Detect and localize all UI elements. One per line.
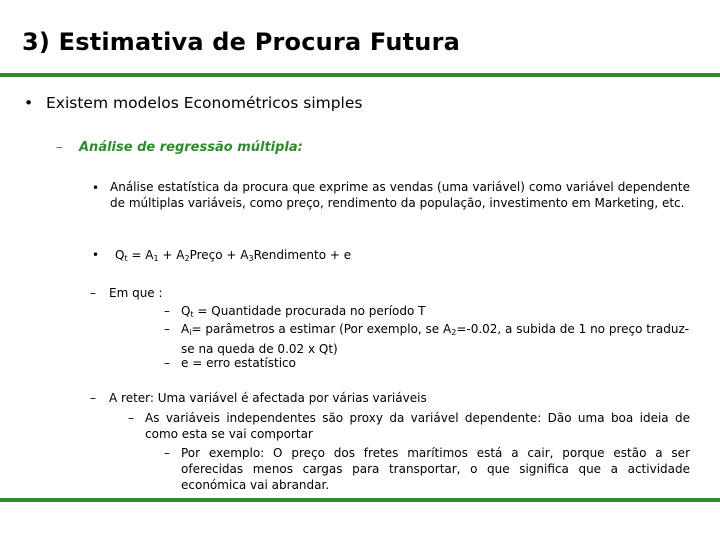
reter-sub2-dash: – — [164, 446, 170, 460]
reter: A reter: Uma variável é afectada por várias variáveis — [109, 391, 427, 405]
em-que: Em que : — [109, 286, 163, 300]
para1-bullet: • — [92, 181, 100, 195]
bullet-marker: • — [24, 94, 34, 112]
def3: e = erro estatístico — [181, 356, 296, 370]
reter-sub2: Por exemplo: O preço dos fretes marítimos está a cair, porque estão a ser oferecidas menos cargas para transportar, o que significa que a actividade económica vai abrandar. — [181, 446, 690, 492]
def2-dash: – — [164, 322, 170, 336]
def3-dash: – — [164, 356, 170, 370]
def1-dash: – — [164, 304, 170, 318]
formula-bullet: • — [92, 248, 100, 262]
em-que-dash: – — [90, 286, 96, 300]
title-rule — [0, 73, 720, 77]
reter-sub-dash: – — [128, 411, 134, 425]
def1: $Q_t$ = Quantidade procurada no período T — [181, 304, 426, 319]
def2: $A_i=$ parâmetros a estimar (Por exemplo, se $A_2=-0.02$, a subida de 1 no preço traduz-se na queda de 0.02 x Qt) — [181, 322, 690, 356]
para1-text: Análise estatística da procura que exprime as vendas (uma variável) como variável dependente de múltiplas variáveis, como preço, rendimento da população, investimento em Marketing, etc. — [110, 180, 690, 210]
reter-sub: As variáveis independentes são proxy da variável dependente: Dão uma boa ideia de como esta se vai comportar — [145, 411, 690, 441]
dash-marker: – — [56, 140, 63, 155]
slide-title: 3) Estimativa de Procura Futura — [22, 28, 461, 56]
reter-dash: – — [90, 391, 96, 405]
bullet-main-text: Existem modelos Econométricos simples — [46, 94, 363, 112]
footer-rule — [0, 498, 720, 502]
formula: $Q_t = A_1$ + $A_2Preço$ + $A_3Rendimento + e$ — [115, 248, 352, 263]
sub-heading: Análise de regressão múltipla: — [79, 140, 303, 155]
